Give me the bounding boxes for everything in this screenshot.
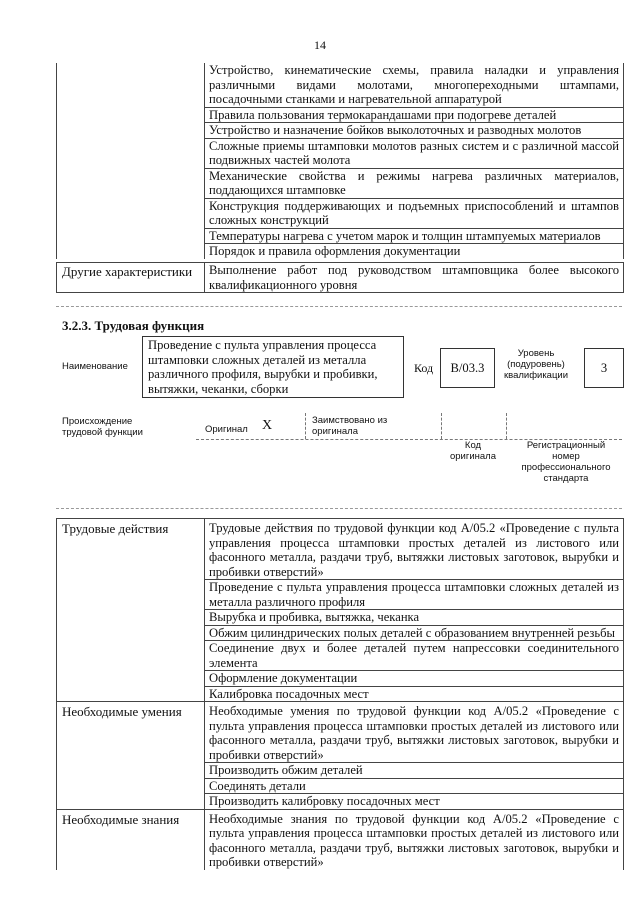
code-original-label: Код оригинала — [449, 440, 496, 462]
table-row: Устройство, кинематические схемы, правила наладки и управления различными видами молотами, многопереходными штампами, посадочными станками и нагревательной аппаратурой — [209, 63, 619, 106]
divider — [441, 413, 442, 439]
section-title: 3.2.3. Трудовая функция — [62, 318, 205, 333]
divider — [506, 413, 507, 439]
page-number: 14 — [314, 38, 326, 52]
original-mark: Х — [262, 418, 273, 433]
required-knowledge-group — [57, 809, 623, 870]
knowledge-table-continued — [56, 63, 624, 259]
table-row: Механические свойства и режимы нагрева различных материалов, поддающихся штамповке — [205, 168, 623, 198]
divider — [56, 306, 622, 307]
table-row: Правила пользования термокарандашами при подогреве деталей — [205, 107, 623, 123]
original-label: Оригинал — [205, 424, 248, 435]
code-label: Код — [414, 361, 434, 375]
table-row: Производить калибровку посадочных мест — [205, 793, 623, 809]
table-row: Необходимые умения по трудовой функции код А/05.2 «Проведение с пульта управления процесса штамповки простых деталей из листового или фасонного металла, раздачи труб, вытяжки листовых заготовок, вырубки и пробивки отверстий» — [209, 704, 619, 762]
table-row: Трудовые действия по трудовой функции код А/05.2 «Проведение с пульта управления процесса штамповки простых деталей из листового или фасонного металла, раздачи труб, вытяжки листовых заготовок, вырубки и пробивки отверстий» — [209, 521, 619, 579]
labor-actions-group — [57, 519, 623, 701]
divider — [305, 413, 306, 439]
empty-label-cell — [57, 63, 205, 259]
name-label: Наименование — [62, 361, 128, 372]
required-skills-group — [57, 701, 623, 809]
function-code-box: В/03.3 — [440, 348, 495, 388]
level-value-box: 3 — [584, 348, 624, 388]
group-label: Необходимые знания — [57, 810, 205, 870]
borrowed-label: Заимствовано из оригинала — [312, 415, 388, 437]
function-name-box: Проведение с пульта управления процесса штамповки сложных деталей из металла различного профиля, вырубки и пробивки, вытяжки, чеканки, сборки — [142, 336, 404, 398]
table-row: Устройство и назначение бойков выколоточных и разводных молотов — [205, 122, 623, 138]
table-row: Соединение двух и более деталей путем напрессовки соединительного элемента — [205, 640, 623, 670]
table-row: Проведение с пульта управления процесса штамповки сложных деталей из металла различного профиля — [205, 579, 623, 609]
labor-function-table — [56, 518, 624, 870]
knowledge-items — [205, 63, 623, 259]
group-label: Необходимые умения — [57, 702, 205, 809]
table-row: Производить обжим деталей — [205, 762, 623, 778]
origin-label: Происхождение трудовой функции — [62, 416, 143, 438]
table-row: Оформление документации — [205, 670, 623, 686]
other-characteristics-row — [56, 262, 624, 293]
table-row: Температуры нагрева с учетом марок и толщин штампуемых материалов — [205, 228, 623, 244]
table-row: Вырубка и пробивка, вытяжка, чеканка — [205, 609, 623, 625]
table-row: Конструкция поддерживающих и подъемных приспособлений и штампов сложных конструкций — [205, 198, 623, 228]
table-row: Калибровка посадочных мест — [205, 686, 623, 702]
divider — [56, 508, 622, 509]
table-row: Порядок и правила оформления документации — [205, 243, 623, 259]
other-characteristics-value: Выполнение работ под руководством штамповщика более высокого квалификационного уровня — [209, 263, 619, 292]
table-row: Необходимые знания по трудовой функции код А/05.2 «Проведение с пульта управления процесса штамповки простых деталей из листового или фасонного металла, раздачи труб, вытяжки листовых заготовок, вырубки и пробивки отверстий» — [209, 811, 619, 869]
level-label: Уровень (подуровень) квалификации — [503, 348, 569, 381]
other-characteristics-label: Другие характеристики — [57, 263, 205, 292]
table-row: Соединять детали — [205, 778, 623, 794]
table-row: Сложные приемы штамповки молотов разных систем и с различной массой подвижных частей молота — [205, 138, 623, 168]
table-row: Обжим цилиндрических полых деталей с образованием внутренней резьбы — [205, 625, 623, 641]
reg-number-label: Регистрационный номер профессионального стандарта — [521, 440, 611, 484]
group-label: Трудовые действия — [57, 519, 205, 701]
